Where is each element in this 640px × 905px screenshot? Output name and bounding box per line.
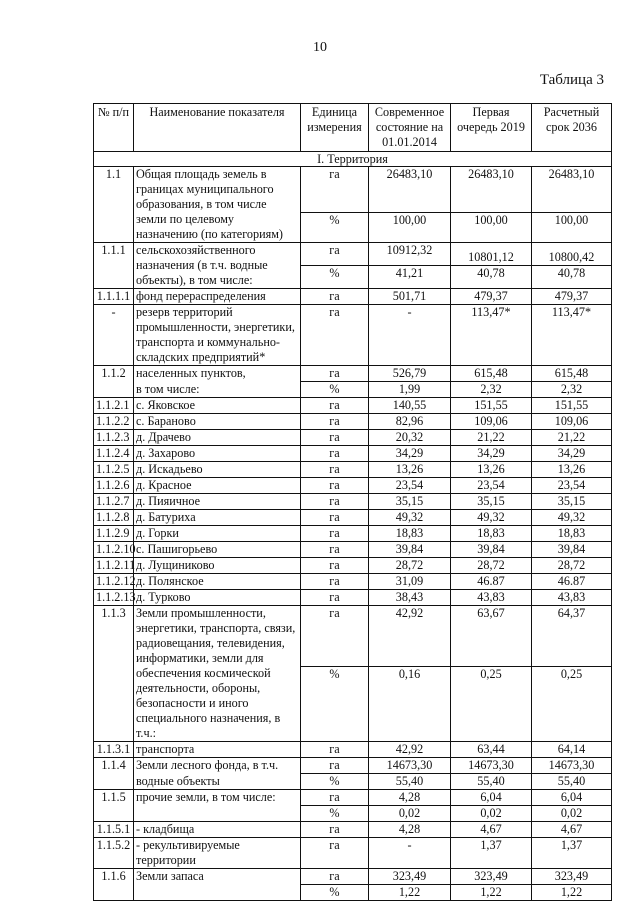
row-first: 14673,30 <box>451 758 532 774</box>
row-name: с. Пашигорьево <box>134 542 301 558</box>
row-current: 41,21 <box>369 266 451 289</box>
row-name: Земли промышленности, энергетики, транспорта, связи, радиовещания, телевидения, информатики, земли для <box>134 606 301 667</box>
row-current: 1,22 <box>369 885 451 901</box>
row-name: - кладбища <box>134 822 301 838</box>
row-current: 10912,32 <box>369 243 451 266</box>
row-first: 26483,10 <box>451 167 532 213</box>
row-name: с. Яковское <box>134 398 301 414</box>
row-first: 49,32 <box>451 510 532 526</box>
row-current: 23,54 <box>369 478 451 494</box>
row-name: сельскохозяйственного назначения (в т.ч. водные объекты), в том числе: <box>134 243 301 289</box>
row-target: 109,06 <box>532 414 612 430</box>
row-name: водные объекты <box>134 774 301 790</box>
row-name: д. Полянское <box>134 574 301 590</box>
row-unit: га <box>301 574 369 590</box>
row-name: д. Искадьево <box>134 462 301 478</box>
row-first: 4,67 <box>451 822 532 838</box>
header-row <box>94 104 612 152</box>
row-target: 6,04 <box>532 790 612 806</box>
row-unit: га <box>301 558 369 574</box>
table-row <box>94 558 612 574</box>
row-current: 28,72 <box>369 558 451 574</box>
row-target: 23,54 <box>532 478 612 494</box>
row-unit: га <box>301 510 369 526</box>
row-unit: % <box>301 266 369 289</box>
land-use-table <box>93 103 612 901</box>
row-unit: % <box>301 666 369 742</box>
row-unit: % <box>301 806 369 822</box>
table-row <box>94 366 612 382</box>
row-current: 82,96 <box>369 414 451 430</box>
row-num: 1.1.3 <box>94 606 134 742</box>
row-unit: га <box>301 758 369 774</box>
row-target: 4,67 <box>532 822 612 838</box>
table-row <box>94 212 612 243</box>
table-row <box>94 542 612 558</box>
row-first: 479,37 <box>451 289 532 305</box>
table-row <box>94 758 612 774</box>
row-target: 43,83 <box>532 590 612 606</box>
row-unit: га <box>301 526 369 542</box>
table-row <box>94 742 612 758</box>
row-first: 615,48 <box>451 366 532 382</box>
row-num: 1.1.4 <box>94 758 134 790</box>
row-target: 13,26 <box>532 462 612 478</box>
row-first: 1,22 <box>451 885 532 901</box>
row-name: - рекультивируемые территории <box>134 838 301 869</box>
section-row <box>94 152 612 167</box>
row-unit: % <box>301 382 369 398</box>
row-num: 1.1.6 <box>94 869 134 901</box>
row-unit: га <box>301 742 369 758</box>
row-name: д. Красное <box>134 478 301 494</box>
table-row <box>94 822 612 838</box>
row-target: 26483,10 <box>532 167 612 213</box>
table-row <box>94 774 612 790</box>
row-target: 55,40 <box>532 774 612 790</box>
row-num: 1.1.5 <box>94 790 134 822</box>
row-target: 64,14 <box>532 742 612 758</box>
row-unit: га <box>301 542 369 558</box>
row-target: 615,48 <box>532 366 612 382</box>
row-num: 1.1.2.2 <box>94 414 134 430</box>
row-target: 28,72 <box>532 558 612 574</box>
row-first: 1,37 <box>451 838 532 869</box>
table-row <box>94 243 612 266</box>
row-current: 4,28 <box>369 790 451 806</box>
row-unit: га <box>301 167 369 213</box>
row-target: 64,37 <box>532 606 612 667</box>
row-num: 1.1.2.6 <box>94 478 134 494</box>
row-name: д. Захарово <box>134 446 301 462</box>
table-title: Таблица 3 <box>539 72 604 88</box>
table-row <box>94 167 612 213</box>
row-num: 1.1 <box>94 167 134 243</box>
row-unit: га <box>301 430 369 446</box>
row-first: 13,26 <box>451 462 532 478</box>
row-first: 23,54 <box>451 478 532 494</box>
row-num: 1.1.2.8 <box>94 510 134 526</box>
row-current: 4,28 <box>369 822 451 838</box>
row-target: 35,15 <box>532 494 612 510</box>
row-target: 18,83 <box>532 526 612 542</box>
table-row <box>94 430 612 446</box>
row-first: 6,04 <box>451 790 532 806</box>
row-current: 35,15 <box>369 494 451 510</box>
row-name: прочие земли, в том числе: <box>134 790 301 822</box>
row-target: 21,22 <box>532 430 612 446</box>
table-row <box>94 414 612 430</box>
page-number: 10 <box>313 40 327 55</box>
row-first: 46.87 <box>451 574 532 590</box>
row-first: 2,32 <box>451 382 532 398</box>
row-unit: га <box>301 462 369 478</box>
row-first: 10801,12 <box>451 243 532 266</box>
row-current: 42,92 <box>369 606 451 667</box>
row-first: 35,15 <box>451 494 532 510</box>
row-unit: га <box>301 790 369 806</box>
header-num: № п/п <box>94 104 134 152</box>
row-first: 21,22 <box>451 430 532 446</box>
row-unit: % <box>301 212 369 243</box>
row-unit: га <box>301 414 369 430</box>
row-current: 501,71 <box>369 289 451 305</box>
row-current: 1,99 <box>369 382 451 398</box>
row-current: - <box>369 838 451 869</box>
row-target: 40,78 <box>532 266 612 289</box>
row-first: 55,40 <box>451 774 532 790</box>
row-unit: га <box>301 289 369 305</box>
row-name: Земли лесного фонда, в т.ч. <box>134 758 301 774</box>
row-unit: га <box>301 590 369 606</box>
row-current: 49,32 <box>369 510 451 526</box>
table-row <box>94 574 612 590</box>
table-row <box>94 790 612 806</box>
row-first: 323,49 <box>451 869 532 885</box>
row-name: д. Батуриха <box>134 510 301 526</box>
table-row <box>94 526 612 542</box>
row-name: земли по целевому назначению (по категориям) <box>134 212 301 243</box>
table-row <box>94 510 612 526</box>
row-name: д. Горки <box>134 526 301 542</box>
table-row <box>94 666 612 742</box>
row-first: 34,29 <box>451 446 532 462</box>
row-current: 100,00 <box>369 212 451 243</box>
row-unit: га <box>301 398 369 414</box>
row-num: 1.1.1.1 <box>94 289 134 305</box>
row-target: 1,37 <box>532 838 612 869</box>
row-first: 0,25 <box>451 666 532 742</box>
row-num: 1.1.2 <box>94 366 134 398</box>
row-target: 100,00 <box>532 212 612 243</box>
row-first: 43,83 <box>451 590 532 606</box>
table-row <box>94 398 612 414</box>
row-num: 1.1.2.3 <box>94 430 134 446</box>
row-num: 1.1.5.1 <box>94 822 134 838</box>
row-current: 42,92 <box>369 742 451 758</box>
header-target: Расчетный срок 2036 <box>532 104 612 152</box>
row-first: 63,67 <box>451 606 532 667</box>
table-row <box>94 382 612 398</box>
row-target: 0,25 <box>532 666 612 742</box>
row-num: 1.1.2.5 <box>94 462 134 478</box>
row-unit: га <box>301 243 369 266</box>
table-row <box>94 478 612 494</box>
row-target: 323,49 <box>532 869 612 885</box>
row-target: 0,02 <box>532 806 612 822</box>
row-current: 39,84 <box>369 542 451 558</box>
row-current: 140,55 <box>369 398 451 414</box>
row-unit: га <box>301 366 369 382</box>
row-current: 0,16 <box>369 666 451 742</box>
row-unit: га <box>301 822 369 838</box>
row-name: транспорта <box>134 742 301 758</box>
row-name: Земли запаса <box>134 869 301 901</box>
table-row <box>94 590 612 606</box>
row-target: 34,29 <box>532 446 612 462</box>
row-current: 55,40 <box>369 774 451 790</box>
row-first: 0,02 <box>451 806 532 822</box>
row-num: 1.1.2.7 <box>94 494 134 510</box>
row-first: 18,83 <box>451 526 532 542</box>
row-first: 40,78 <box>451 266 532 289</box>
table-row <box>94 869 612 885</box>
row-num: 1.1.2.10 <box>94 542 134 558</box>
row-num: 1.1.2.11 <box>94 558 134 574</box>
row-target: 49,32 <box>532 510 612 526</box>
row-current: 20,32 <box>369 430 451 446</box>
row-name: д. Пияичное <box>134 494 301 510</box>
header-first: Первая очередь 2019 <box>451 104 532 152</box>
header-current: Современное состояние на 01.01.2014 <box>369 104 451 152</box>
row-first: 109,06 <box>451 414 532 430</box>
header-unit: Единица измерения <box>301 104 369 152</box>
row-name: д. Турково <box>134 590 301 606</box>
row-unit: га <box>301 838 369 869</box>
villages-body <box>94 398 612 606</box>
row-current: 14673,30 <box>369 758 451 774</box>
row-current: 526,79 <box>369 366 451 382</box>
row-num: 1.1.5.2 <box>94 838 134 869</box>
row-name: в том числе: <box>134 382 301 398</box>
row-num: 1.1.2.9 <box>94 526 134 542</box>
row-num: 1.1.1 <box>94 243 134 289</box>
row-target: 14673,30 <box>532 758 612 774</box>
row-name: обеспечения космической деятельности, обороны, безопасности и иного специального назначения, в т.ч.: <box>134 666 301 742</box>
row-target: 151,55 <box>532 398 612 414</box>
row-current: 0,02 <box>369 806 451 822</box>
row-target: 113,47* <box>532 305 612 366</box>
row-unit: га <box>301 494 369 510</box>
row-current: 26483,10 <box>369 167 451 213</box>
row-current: - <box>369 305 451 366</box>
table-row <box>94 606 612 667</box>
row-num: 1.1.2.1 <box>94 398 134 414</box>
row-num: 1.1.3.1 <box>94 742 134 758</box>
table-row <box>94 305 612 366</box>
row-name: фонд перераспределения <box>134 289 301 305</box>
row-first: 63,44 <box>451 742 532 758</box>
row-current: 13,26 <box>369 462 451 478</box>
row-unit: га <box>301 305 369 366</box>
row-first: 100,00 <box>451 212 532 243</box>
row-first: 151,55 <box>451 398 532 414</box>
row-target: 46.87 <box>532 574 612 590</box>
row-unit: га <box>301 869 369 885</box>
row-first: 113,47* <box>451 305 532 366</box>
row-target: 2,32 <box>532 382 612 398</box>
row-unit: га <box>301 606 369 667</box>
table-row <box>94 289 612 305</box>
row-name: д. Драчево <box>134 430 301 446</box>
row-target: 1,22 <box>532 885 612 901</box>
row-num: 1.1.2.13 <box>94 590 134 606</box>
table-row <box>94 462 612 478</box>
row-unit: % <box>301 774 369 790</box>
row-name: с. Бараново <box>134 414 301 430</box>
row-first: 39,84 <box>451 542 532 558</box>
row-first: 28,72 <box>451 558 532 574</box>
row-num: 1.1.2.4 <box>94 446 134 462</box>
row-target: 10800,42 <box>532 243 612 266</box>
row-num: 1.1.2.12 <box>94 574 134 590</box>
row-current: 31,09 <box>369 574 451 590</box>
table-row <box>94 494 612 510</box>
row-target: 39,84 <box>532 542 612 558</box>
row-unit: га <box>301 478 369 494</box>
row-name: Общая площадь земель в границах муниципального образования, в том числе <box>134 167 301 213</box>
row-unit: га <box>301 446 369 462</box>
section-title: I. Территория <box>94 152 612 167</box>
row-name: населенных пунктов, <box>134 366 301 382</box>
row-num: - <box>94 305 134 366</box>
row-unit: % <box>301 885 369 901</box>
row-current: 38,43 <box>369 590 451 606</box>
row-current: 323,49 <box>369 869 451 885</box>
row-name: д. Лущиниково <box>134 558 301 574</box>
row-current: 34,29 <box>369 446 451 462</box>
header-name: Наименование показателя <box>134 104 301 152</box>
row-target: 479,37 <box>532 289 612 305</box>
table-row <box>94 446 612 462</box>
row-current: 18,83 <box>369 526 451 542</box>
row-name: резерв территорий промышленности, энергетики, транспорта и коммунально-складских предприятий* <box>134 305 301 366</box>
table-row <box>94 838 612 869</box>
